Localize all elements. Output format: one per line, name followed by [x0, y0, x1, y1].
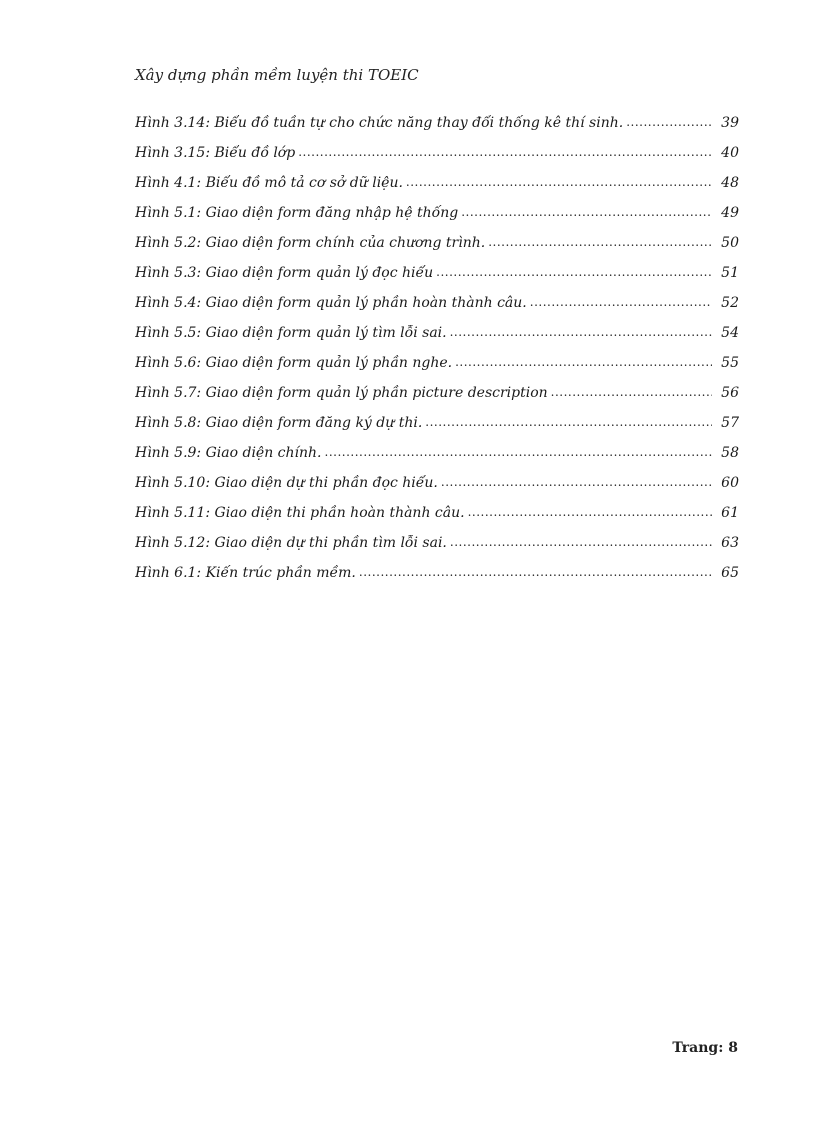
dot-leader: [468, 503, 712, 517]
toc-entry-page: 61: [721, 505, 739, 521]
dot-leader: [461, 203, 712, 217]
toc-entry[interactable]: [135, 503, 739, 533]
toc-entry[interactable]: [135, 233, 739, 263]
toc-entry[interactable]: [135, 533, 739, 563]
toc-entry-title: Hình 5.6: Giao diện form quản lý phần nghe.: [135, 355, 453, 371]
toc-entry-page: 63: [721, 535, 739, 551]
toc-entry-title: Hình 5.5: Giao diện form quản lý tìm lỗi sai.: [135, 325, 447, 341]
toc-entry-title: Hình 4.1: Biểu đồ mô tả cơ sở dữ liệu.: [135, 175, 403, 191]
toc-entry-title: Hình 5.1: Giao diện form đăng nhập hệ thống: [135, 205, 459, 221]
page-number: Trang: 8: [672, 1040, 738, 1056]
dot-leader: [530, 293, 712, 307]
toc-entry-title: Hình 5.3: Giao diện form quản lý đọc hiểu: [135, 265, 434, 281]
toc-entry-page: 57: [721, 415, 739, 431]
toc-entry-title: Hình 5.7: Giao diện form quản lý phần picture description: [135, 385, 548, 401]
dot-leader: [626, 113, 712, 127]
dot-leader: [441, 473, 712, 487]
dot-leader: [425, 413, 712, 427]
toc-entry[interactable]: [135, 173, 739, 203]
dot-leader: [436, 263, 712, 277]
running-header: Xây dựng phần mềm luyện thi TOEIC: [135, 66, 419, 84]
dot-leader: [488, 233, 712, 247]
toc-entry[interactable]: [135, 143, 739, 173]
toc-entry[interactable]: [135, 563, 739, 593]
toc-entry[interactable]: [135, 383, 739, 413]
toc-entry-title: Hình 3.14: Biểu đồ tuần tự cho chức năng thay đổi thống kê thí sinh.: [135, 115, 624, 131]
toc-entry-page: 51: [721, 265, 739, 281]
toc-entry[interactable]: [135, 323, 739, 353]
toc-entry-page: 50: [721, 235, 739, 251]
dot-leader: [450, 323, 712, 337]
toc-entry-page: 48: [721, 175, 739, 191]
toc-entry-page: 40: [721, 145, 739, 161]
toc-entry[interactable]: [135, 443, 739, 473]
toc-entry-title: Hình 5.2: Giao diện form chính của chương trình.: [135, 235, 486, 251]
toc-entry-page: 39: [721, 115, 739, 131]
toc-entry[interactable]: [135, 113, 739, 143]
dot-leader: [551, 383, 712, 397]
toc-entry[interactable]: [135, 203, 739, 233]
toc-entry-page: 55: [721, 355, 739, 371]
toc-entry-page: 54: [721, 325, 739, 341]
dot-leader: [455, 353, 712, 367]
toc-entry-title: Hình 5.9: Giao diện chính.: [135, 445, 322, 461]
toc-entry-title: Hình 6.1: Kiến trúc phần mềm.: [135, 565, 356, 581]
figure-list: [135, 113, 739, 593]
toc-entry[interactable]: [135, 353, 739, 383]
toc-entry-page: 56: [721, 385, 739, 401]
dot-leader: [450, 533, 712, 547]
toc-entry[interactable]: [135, 293, 739, 323]
toc-entry-page: 60: [721, 475, 739, 491]
toc-entry-page: 58: [721, 445, 739, 461]
toc-entry-title: Hình 5.4: Giao diện form quản lý phần hoàn thành câu.: [135, 295, 527, 311]
dot-leader: [298, 143, 712, 157]
dot-leader: [406, 173, 712, 187]
toc-entry-page: 49: [721, 205, 739, 221]
toc-entry[interactable]: [135, 473, 739, 503]
dot-leader: [325, 443, 713, 457]
toc-entry-title: Hình 5.11: Giao diện thi phần hoàn thành câu.: [135, 505, 465, 521]
toc-entry[interactable]: [135, 413, 739, 443]
toc-entry-title: Hình 5.8: Giao diện form đăng ký dự thi.: [135, 415, 423, 431]
toc-entry-title: Hình 5.10: Giao diện dự thi phần đọc hiểu.: [135, 475, 438, 491]
dot-leader: [359, 563, 712, 577]
toc-entry-title: Hình 3.15: Biểu đồ lớp: [135, 145, 296, 161]
toc-entry[interactable]: [135, 263, 739, 293]
toc-entry-title: Hình 5.12: Giao diện dự thi phần tìm lỗi sai.: [135, 535, 447, 551]
toc-entry-page: 52: [721, 295, 739, 311]
toc-entry-page: 65: [721, 565, 739, 581]
